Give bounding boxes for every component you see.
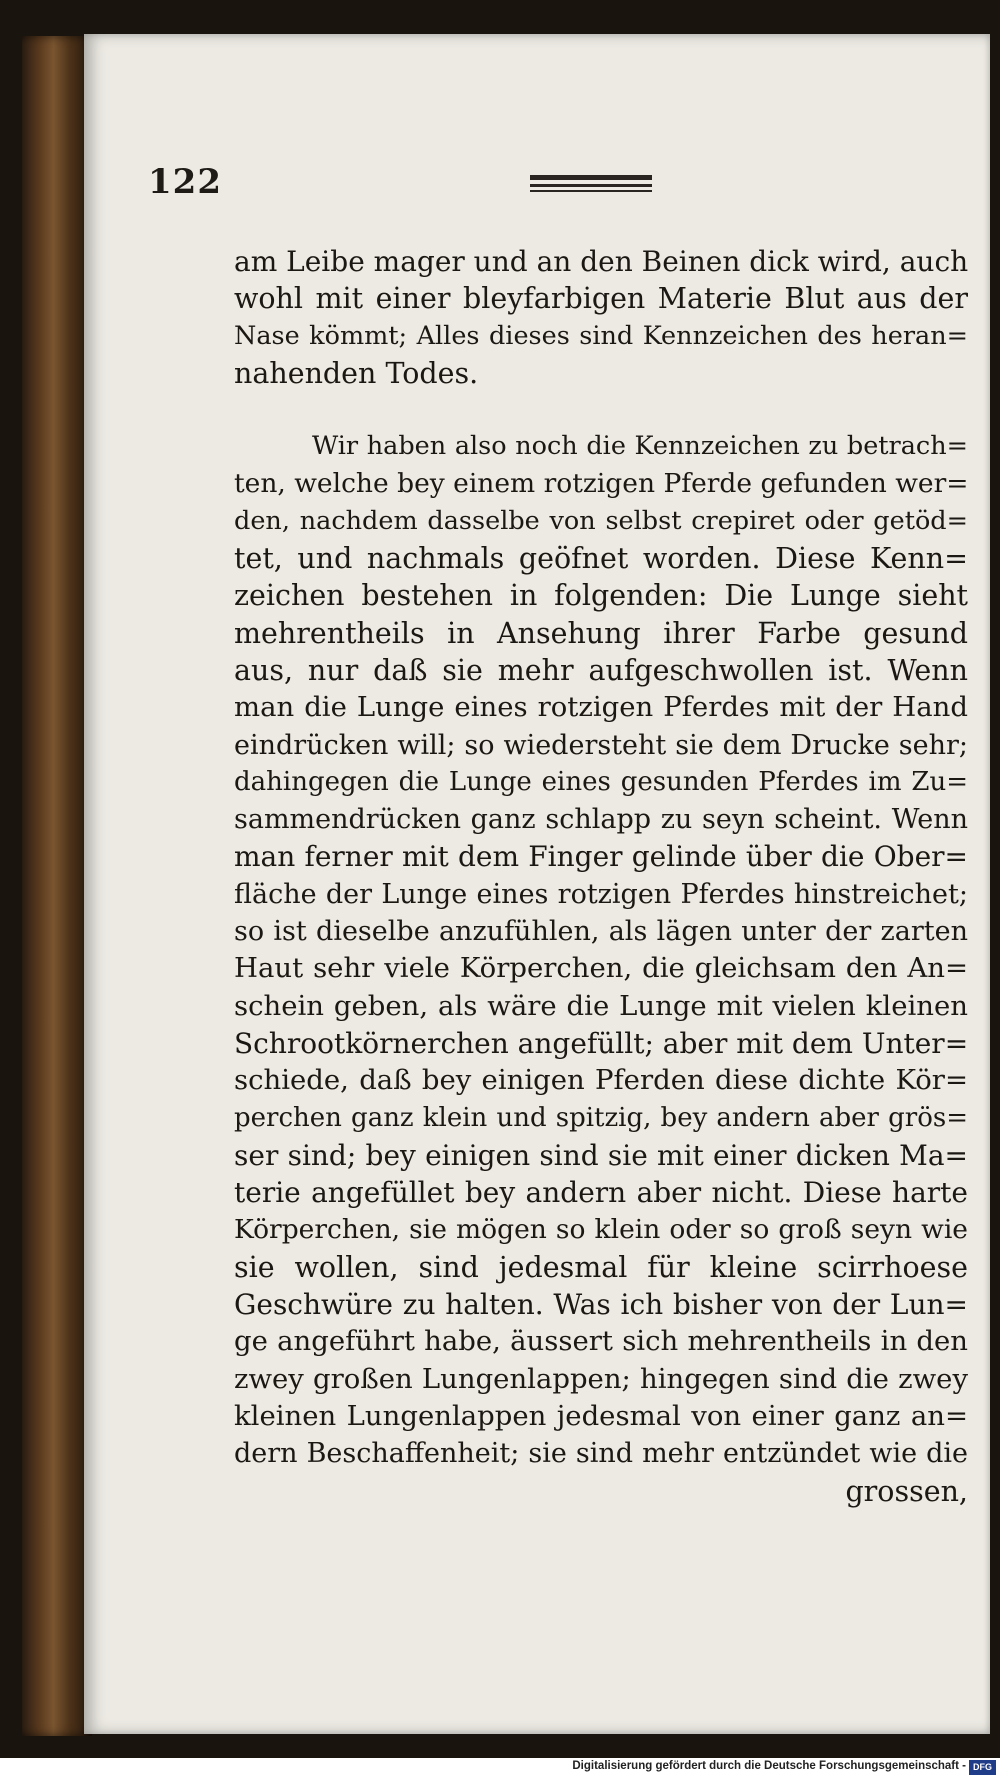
body-text <box>234 243 968 1510</box>
text-line: Nase kömmt; Alles dieses sind Kennzeichen des heran= <box>234 320 968 351</box>
text-line: schein geben, als wäre die Lunge mit vielen kleinen <box>234 989 968 1022</box>
text-line: eindrücken will; so wiedersteht sie dem Drucke sehr; <box>234 729 968 761</box>
text-line: Wir haben also noch die Kennzeichen zu betrach= <box>312 431 968 462</box>
text-line: aus, nur daß sie mehr aufgeschwollen ist. Wenn <box>234 653 968 687</box>
digitization-footer <box>0 1758 1000 1779</box>
text-line: zeichen bestehen in folgenden: Die Lunge sieht <box>234 579 968 613</box>
text-line: kleinen Lungenlappen jedesmal von einer ganz an= <box>234 1399 968 1432</box>
book-spine <box>22 36 92 1736</box>
header-ornament <box>530 175 652 195</box>
text-line: sie wollen, sind jedesmal für kleine scirrhoese <box>234 1250 968 1284</box>
text-line: ten, welche bey einem rotzigen Pferde gefunden wer= <box>234 468 969 500</box>
text-line: ser sind; bey einigen sind sie mit einer dicken Ma= <box>234 1138 968 1172</box>
dfg-logo: DFG <box>969 1760 996 1775</box>
text-line: sammendrücken ganz schlapp zu seyn scheint. Wenn <box>234 804 968 836</box>
text-line: Schrootkörnerchen angefüllt; aber mit dem Unter= <box>234 1026 969 1060</box>
text-line: fläche der Lunge eines rotzigen Pferdes hinstreichet; <box>234 878 968 910</box>
text-line: so ist dieselbe anzufühlen, als lägen unter der zarten <box>234 916 968 948</box>
paragraph <box>234 428 968 1472</box>
text-line: dern Beschaffenheit; sie sind mehr entzündet wie die <box>234 1438 968 1470</box>
text-line: zwey großen Lungenlappen; hingegen sind die zwey <box>234 1362 968 1395</box>
page-number: 122 <box>148 162 222 202</box>
funding-credit: Digitalisierung gefördert durch die Deutsche Forschungsgemeinschaft - <box>572 1760 966 1772</box>
text-line: ge angeführt habe, äussert sich mehrentheils in den <box>234 1325 968 1358</box>
catchword: grossen, <box>845 1474 968 1508</box>
text-line: tet, und nachmals geöfnet worden. Diese Kenn= <box>234 542 968 576</box>
text-line: man ferner mit dem Finger gelinde über die Ober= <box>234 840 968 874</box>
text-line: man die Lunge eines rotzigen Pferdes mit der Hand <box>234 691 968 724</box>
text-line: am Leibe mager und an den Beinen dick wird, auch <box>234 245 969 278</box>
text-line: den, nachdem dasselbe von selbst crepiret oder getöd= <box>234 505 968 536</box>
text-line: Haut sehr viele Körperchen, die gleichsam den An= <box>234 952 968 985</box>
text-line: Körperchen, sie mögen so klein oder so groß seyn wie <box>234 1214 968 1246</box>
text-line: wohl mit einer bleyfarbigen Materie Blut aus der <box>234 282 968 316</box>
text-line: nahenden Todes. <box>234 356 479 390</box>
text-line: schiede, daß bey einigen Pferden diese dichte Kör= <box>234 1064 968 1097</box>
text-line: dahingegen die Lunge eines gesunden Pferdes im Zu= <box>234 766 968 797</box>
paragraph <box>234 243 968 392</box>
text-line: Geschwüre zu halten. Was ich bisher von der Lun= <box>234 1288 968 1322</box>
text-line: mehrentheils in Ansehung ihrer Farbe gesund <box>234 616 968 650</box>
text-line: perchen ganz klein und spitzig, bey andern aber grös= <box>234 1102 968 1133</box>
text-line: terie angefüllet bey andern aber nicht. Diese harte <box>234 1176 968 1210</box>
